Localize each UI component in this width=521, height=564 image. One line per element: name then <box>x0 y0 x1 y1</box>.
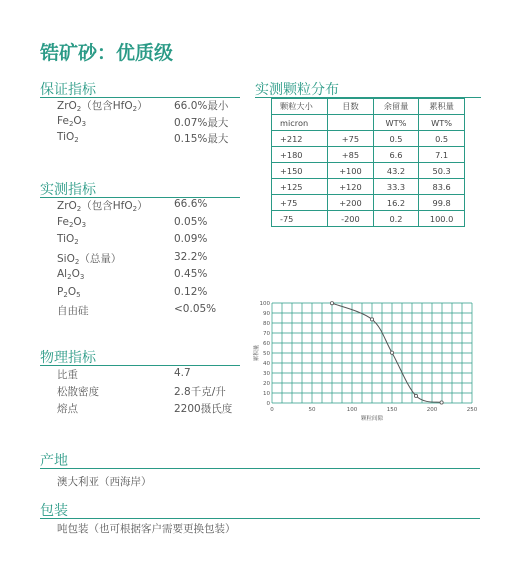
table-cell: +212 <box>272 131 328 147</box>
spec-value: 0.45% <box>174 268 208 280</box>
table-cell: 43.2 <box>373 163 418 179</box>
y-tick-label: 30 <box>263 371 270 377</box>
spec-label-text: O <box>73 114 82 127</box>
table-cell: micron <box>272 115 328 131</box>
table-cell: 0.2 <box>373 211 418 227</box>
table-cell: WT% <box>373 115 418 131</box>
spec-label <box>57 268 84 281</box>
origin-heading: 产地 <box>40 453 68 469</box>
spec-label-text: ZrO <box>57 100 77 112</box>
spec-label-text: ZrO <box>57 200 77 212</box>
table-cell: 50.3 <box>419 163 465 179</box>
table-cell: +200 <box>328 195 374 211</box>
table-cell: +150 <box>272 163 328 179</box>
physical-value: 2200摄氏度 <box>174 403 233 415</box>
x-tick-label: 100 <box>346 407 358 413</box>
spec-value: 0.15%最大 <box>174 133 229 145</box>
distribution-heading: 实测颗粒分布 <box>255 82 339 98</box>
spec-value: 32.2% <box>174 250 208 263</box>
table-cell: -200 <box>328 211 374 227</box>
origin-rule <box>40 468 480 469</box>
table-row <box>272 211 465 227</box>
spec-value: 0.07%最大 <box>174 116 229 129</box>
measured-heading: 实测指标 <box>40 182 96 198</box>
spec-value: 0.09% <box>174 233 208 245</box>
y-tick-label: 90 <box>263 311 270 317</box>
table-cell: +75 <box>272 195 328 211</box>
spec-label-subscript: 2 <box>76 105 82 113</box>
physical-value: 2.8千克/升 <box>174 386 226 398</box>
x-tick-label: 50 <box>308 407 316 413</box>
table-cell: 83.6 <box>419 179 465 195</box>
physical-rule <box>40 365 240 366</box>
spec-label <box>57 198 148 213</box>
spec-label-text: （包含HfO <box>81 100 133 112</box>
spec-label-text: 自由硅 <box>57 305 89 317</box>
x-tick-label: 200 <box>426 407 438 413</box>
physical-heading: 物理指标 <box>40 350 96 366</box>
table-cell: +120 <box>328 179 374 195</box>
spec-label-text: ） <box>137 200 148 212</box>
physical-value: 4.7 <box>174 367 191 379</box>
spec-label-subscript: 2 <box>132 105 138 113</box>
table-cell: 0.5 <box>373 131 418 147</box>
spec-label-subscript: 3 <box>79 273 85 281</box>
spec-label-subscript: 2 <box>132 205 138 213</box>
data-point <box>440 401 443 404</box>
physical-label: 松散密度 <box>57 386 99 398</box>
spec-label-text: TiO <box>57 233 75 245</box>
table-header-row <box>272 99 465 115</box>
y-tick-label: 10 <box>263 391 270 397</box>
table-cell: 7.1 <box>419 147 465 163</box>
table-unit-row <box>272 115 465 131</box>
table-cell: 100.0 <box>419 211 465 227</box>
table-cell: +100 <box>328 163 374 179</box>
x-axis-label: 颗粒间隙 <box>360 416 384 422</box>
spec-value: 0.05% <box>174 215 208 228</box>
table-cell: 0.5 <box>419 131 465 147</box>
table-row <box>272 131 465 147</box>
spec-value: 0.12% <box>174 285 208 298</box>
y-tick-label: 100 <box>259 301 270 307</box>
packaging-heading: 包装 <box>40 503 68 519</box>
packaging-rule <box>40 518 480 519</box>
y-tick-label: 40 <box>263 361 270 367</box>
table-row <box>272 163 465 179</box>
spec-label <box>57 115 86 128</box>
spec-label-text: Al <box>57 268 68 280</box>
table-cell: +75 <box>328 131 374 147</box>
spec-value: 66.0%最小 <box>174 100 229 112</box>
spec-label <box>57 131 79 144</box>
spec-label-text: Fe <box>57 114 69 127</box>
table-cell: 累积量 <box>419 99 465 115</box>
spec-label-subscript: 3 <box>81 119 87 128</box>
spec-label <box>57 303 89 318</box>
spec-label <box>57 233 79 246</box>
data-point <box>370 318 373 321</box>
physical-label: 熔点 <box>57 403 78 415</box>
spec-label-subscript: 2 <box>76 205 82 213</box>
table-row <box>272 147 465 163</box>
table-cell: 颗粒大小 <box>272 99 328 115</box>
spec-label-text: O <box>71 268 80 280</box>
data-point <box>330 302 333 305</box>
origin-text: 澳大利亚（西海岸） <box>57 476 152 488</box>
spec-label-subscript: 2 <box>67 273 72 281</box>
x-tick-label: 250 <box>466 407 478 413</box>
data-point <box>390 351 393 354</box>
physical-label: 比重 <box>57 369 78 381</box>
spec-label-subscript: 2 <box>74 257 80 266</box>
y-axis-label: 累积量 <box>254 344 260 362</box>
y-tick-label: 70 <box>263 331 270 337</box>
spec-label-text: ） <box>137 100 148 112</box>
table-cell: 99.8 <box>419 195 465 211</box>
guaranteed-heading: 保证指标 <box>40 82 96 98</box>
table-cell: 目数 <box>328 99 374 115</box>
spec-label <box>57 286 81 299</box>
spec-label-subscript: 2 <box>63 290 68 299</box>
spec-value: <0.05% <box>174 303 217 315</box>
table-cell <box>328 115 374 131</box>
table-cell: +85 <box>328 147 374 163</box>
y-tick-label: 80 <box>263 321 270 327</box>
spec-label-subscript: 5 <box>76 290 81 299</box>
table-row <box>272 195 465 211</box>
table-cell: 余留量 <box>373 99 418 115</box>
y-tick-label: 50 <box>263 351 270 357</box>
y-tick-label: 0 <box>266 401 270 407</box>
spec-label <box>57 251 121 266</box>
spec-value: 66.6% <box>174 198 208 210</box>
table-cell: 16.2 <box>373 195 418 211</box>
y-tick-label: 60 <box>263 341 270 347</box>
spec-label-text: SiO <box>57 252 75 265</box>
packaging-text: 吨包装（也可根据客户需要更换包装） <box>57 523 236 535</box>
spec-label-subscript: 2 <box>74 136 79 144</box>
y-tick-label: 20 <box>263 381 270 387</box>
distribution-chart <box>252 293 482 428</box>
table-cell: 33.3 <box>373 179 418 195</box>
x-tick-label: 0 <box>270 407 274 413</box>
distribution-table <box>271 98 465 227</box>
spec-label-subscript: 2 <box>68 119 74 128</box>
table-cell: +180 <box>272 147 328 163</box>
spec-label-text: Fe <box>57 215 69 228</box>
spec-label-text: O <box>67 285 77 298</box>
spec-label-text: P <box>57 285 64 298</box>
x-tick-label: 150 <box>386 407 398 413</box>
table-cell: +125 <box>272 179 328 195</box>
spec-label-subscript: 3 <box>81 220 87 229</box>
spec-label-text: （包含HfO <box>81 200 133 212</box>
spec-label-subscript: 2 <box>74 238 79 246</box>
table-row <box>272 179 465 195</box>
table-cell: WT% <box>419 115 465 131</box>
page-title: 锆矿砂：优质级 <box>40 42 174 64</box>
spec-label-text: （总量） <box>79 252 122 265</box>
table-cell: 6.6 <box>373 147 418 163</box>
spec-label-text: O <box>73 215 82 228</box>
data-point <box>414 394 417 397</box>
spec-label <box>57 98 148 113</box>
table-cell: -75 <box>272 211 328 227</box>
spec-label-subscript: 2 <box>68 220 74 229</box>
spec-label-text: TiO <box>57 131 75 143</box>
spec-label <box>57 216 86 229</box>
